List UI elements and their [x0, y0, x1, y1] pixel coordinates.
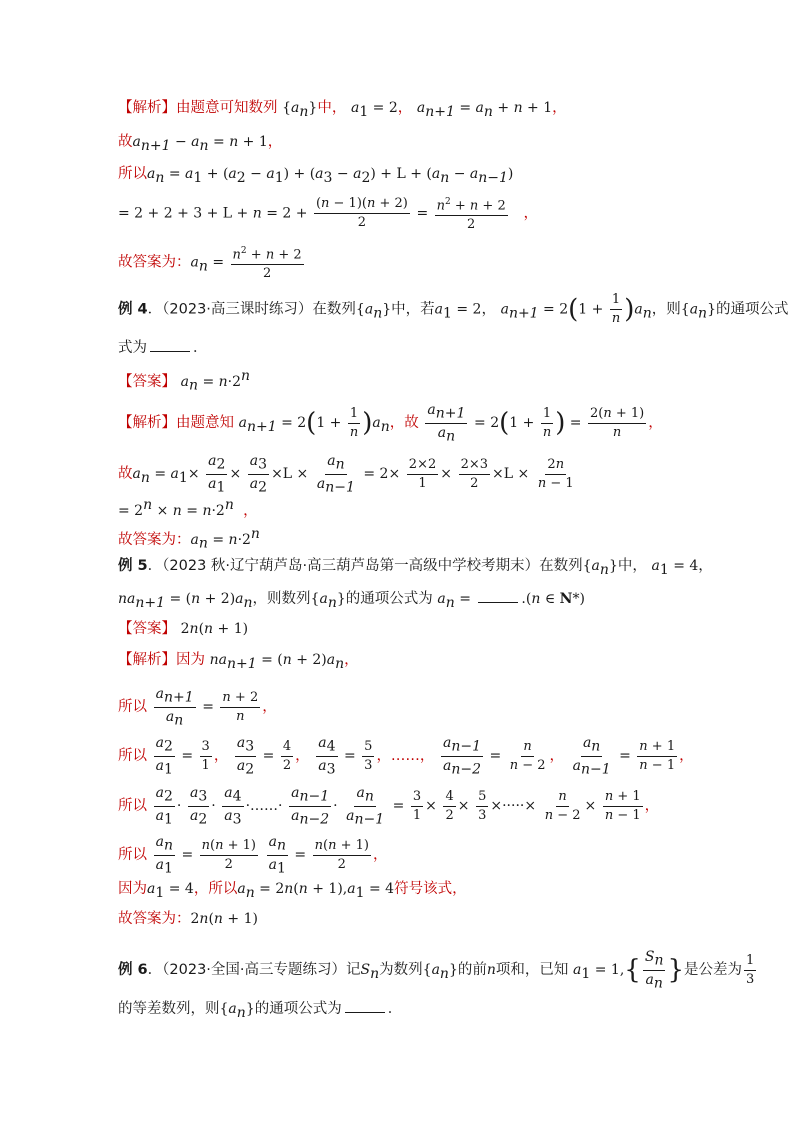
ex5-question: 例 5．（2023 秋·辽宁葫芦岛·高三葫芦岛第一高级中学校考期末）在数列$\{a_n\}$中， $a_1 = 4$，: [118, 558, 713, 578]
answer-tag: 【答案】: [118, 373, 176, 390]
ex5-answer: 【答案】 2n(n + 1): [118, 621, 249, 637]
ex5-step5: 因为$a_1 = 4$，所以$a_n = 2n(n + 1),a_1 = 4$符号该式，: [118, 881, 467, 901]
ex4-step: 故$a_n = a_1\times$ $\frac{a_2}{a_1}$ × $\frac{a_3}{a_2}$ ×L × $\frac{a_n}{a_{n-1}}$ = 2× $\frac{2\times 2}{1}$ × $\frac{2\times 3}{2}$ ×L × $\frac{2n}{n - 1}$: [118, 453, 574, 496]
ex3-answer: 故答案为：$a_n$ = $\frac{n^2 + n + 2}{2}$: [118, 243, 306, 282]
ex4-answer: 【答案】 $a_n = n\cdot 2^n$: [118, 368, 251, 394]
ex5-analysis: 【解析】因为 $na_{n+1} = (n + 2)a_n$，: [118, 652, 359, 672]
ex3-analysis-line: 【解析】由题意可知数列 $\{a_n\}$中， $a_1 = 2$， $a_{n+1} = a_n + n + 1$，: [118, 100, 567, 120]
ex4-step2: = $2^n \times n = n\cdot 2^n$ ，: [118, 497, 258, 519]
ex4-question-line2: 式为 ．: [118, 337, 208, 358]
answer-blank: [150, 337, 190, 352]
ex4-analysis: 【解析】由题意知 $a_{n+1} = 2(1$ + $\frac{1}{n}$ )$a_n$，故 $\frac{a_{n+1}}{a_n}$ = 2(1 + $\frac{1}{n}$ ) = $\frac{2(n + 1)}{n}$ ，: [118, 402, 663, 445]
ex5-step3: 所以 $\frac{a_2}{a_1}$ · $\frac{a_3}{a_2}$ · $\frac{a_4}{a_3}$ ·……· $\frac{a_{n-1}}{a_{n-2}}$ · $\frac{a_n}{a_{n-1}}$ = $\frac{3}{1}$ × $\frac{4}{2}$ × $\frac{5}{3}$ ×·····× $\frac{n}{n - 2}$ × $\frac{n + 1}{n - 1}$ ，: [118, 785, 660, 828]
ex5-step4: 所以 $\frac{a_n}{a_1}$ = $\frac{n(n + 1)}{2}$ $\frac{a_n}{a_1}$ = $\frac{n(n + 1)}{2}$ ，: [118, 834, 388, 877]
ex3-step2: 所以$a_n = a_1 + (a_2 - a_1) + (a_3 - a_2) + L + (a_n - a_{n-1})$: [118, 166, 514, 186]
ex4-final: 故答案为：$a_n = n\cdot 2^n$: [118, 526, 260, 552]
answer-blank: [478, 588, 518, 603]
ex5-question-line2: $na_{n+1} = (n + 2)a_n$，则数列$\{a_n\}$的通项公式为 $a_n = .(n$ ∈ N*): [118, 588, 585, 613]
ex3-step3: = 2 + 2 + 3 + L + n = 2 + $\frac{(n - 1)(n + 2)}{2}$ = $\frac{n^2 + n + 2}{2}$ ，: [118, 194, 538, 233]
ex6-question: 例 6．（2023·全国·高三专题练习）记$S_n$为数列$\{a_n\}$的前n项和，已知 $a_1 = 1$,{ $\frac{S_n}{a_n}$ }是公差为 $\frac{1}{3}$: [118, 949, 755, 992]
ex3-step1: 故$a_{n+1} - a_n = n + 1$，: [118, 134, 283, 154]
ex5-final: 故答案为：2n(n + 1): [118, 911, 258, 927]
answer-blank: [345, 998, 385, 1013]
analysis-tag: 【解析】: [118, 100, 176, 116]
ex5-step2: 所以 $\frac{a_2}{a_1}$ = $\frac{3}{1}$ ， $\frac{a_3}{a_2}$ = $\frac{4}{2}$ ， $\frac{a_4}{a_3}$ = $\frac{5}{3}$ ，……， $\frac{a_{n-1}}{a_{n-2}}$ = $\frac{n}{n - 2}$ ， $\frac{a_n}{a_{n-1}}$ = $\frac{n + 1}{n - 1}$ ，: [118, 735, 694, 778]
ex4-question: 例 4．（2023·高三课时练习）在数列$\{a_n\}$中，若$a_1 = 2$， $a_{n+1} = 2(1$ + $\frac{1}{n}$ )$a_n$，则$\{a_n\}$的通项公式: [118, 292, 789, 326]
ex6-question-line2: 的等差数列，则$\{a_n\}$的通项公式为 ．: [118, 998, 402, 1023]
ex5-step1: 所以 $\frac{a_{n+1}}{a_n}$ = $\frac{n + 2}{n}$ ，: [118, 686, 277, 729]
